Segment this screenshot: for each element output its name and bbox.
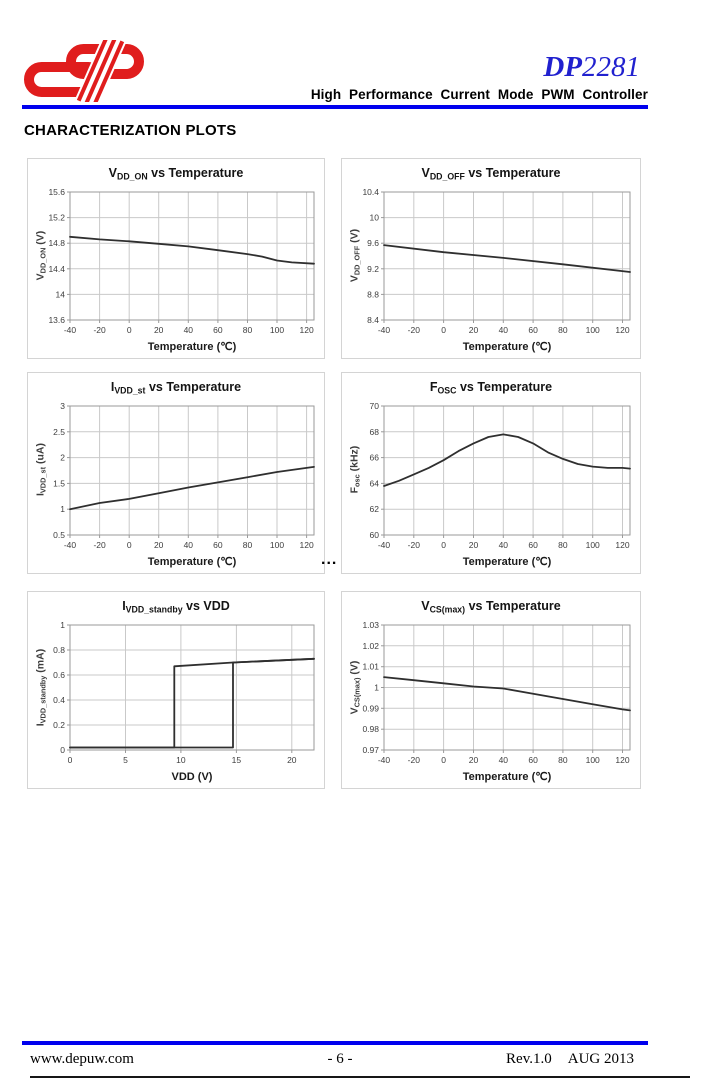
svg-text:2.5: 2.5 — [53, 426, 65, 437]
svg-text:14.4: 14.4 — [48, 263, 65, 274]
svg-text:0: 0 — [60, 745, 65, 755]
svg-text:100: 100 — [269, 325, 285, 335]
svg-text:120: 120 — [299, 540, 314, 550]
svg-text:0: 0 — [126, 540, 132, 550]
plot-area — [28, 185, 324, 358]
svg-text:1.5: 1.5 — [53, 478, 65, 489]
svg-text:0: 0 — [441, 755, 446, 765]
svg-text:5: 5 — [123, 755, 128, 765]
svg-text:40: 40 — [498, 540, 509, 550]
svg-text:70: 70 — [369, 401, 379, 411]
svg-text:68: 68 — [369, 426, 379, 437]
page-bottom-line — [30, 1076, 690, 1078]
y-axis-label: $I_{VDD\_st}$ (uA) — [34, 443, 48, 497]
svg-text:0.5: 0.5 — [53, 530, 65, 540]
plot-region — [342, 618, 640, 788]
svg-text:62: 62 — [369, 504, 379, 515]
svg-text:-20: -20 — [407, 325, 420, 335]
footer-website: www.depuw.com — [30, 1051, 134, 1067]
chart-title: $I_{VDD\_st}$ vs Temperature — [110, 380, 242, 396]
svg-text:-20: -20 — [407, 540, 420, 550]
svg-text:0: 0 — [441, 325, 446, 335]
svg-text:14.8: 14.8 — [48, 238, 65, 249]
plot-region — [28, 399, 324, 573]
x-axis-label: VDD (V) — [171, 771, 213, 783]
svg-text:10.4: 10.4 — [362, 187, 379, 197]
svg-text:20: 20 — [468, 325, 479, 335]
y-axis-label: $V_{CS(max)}$ (V) — [348, 660, 362, 715]
svg-text:-40: -40 — [377, 540, 391, 550]
doc-subtitle: High Performance Current Mode PWM Controller — [310, 87, 648, 102]
plot-region — [28, 618, 324, 788]
svg-text:8.4: 8.4 — [367, 315, 379, 325]
chart-panel-ivdd-st — [27, 372, 325, 574]
svg-text:1: 1 — [60, 504, 65, 515]
brand-num: 2281 — [582, 51, 640, 83]
chart-title: $F_{OSC}$ vs Temperature — [429, 380, 553, 396]
footer-rule — [22, 1041, 648, 1045]
brand-dp: DP — [543, 51, 582, 83]
plot-region — [342, 185, 640, 358]
dp-logo — [22, 40, 146, 102]
y-axis-label: $I_{VDD\_standby}$ (mA) — [34, 648, 48, 726]
y-axis-label: $F_{osc}$ (kHz) — [348, 446, 362, 494]
svg-text:2: 2 — [60, 452, 65, 463]
section-title: CHARACTERIZATION PLOTS — [24, 122, 237, 139]
svg-text:100: 100 — [585, 540, 600, 550]
svg-text:-40: -40 — [377, 755, 391, 765]
chart-svg — [28, 618, 324, 788]
svg-text:-40: -40 — [63, 325, 77, 335]
svg-text:1: 1 — [374, 682, 379, 693]
svg-text:40: 40 — [183, 325, 194, 335]
svg-text:100: 100 — [269, 540, 285, 550]
svg-text:15.2: 15.2 — [48, 212, 65, 223]
plot-region — [28, 185, 324, 358]
x-axis-label: Temperature (℃) — [147, 556, 237, 568]
svg-text:60: 60 — [213, 325, 223, 335]
svg-text:3: 3 — [60, 401, 65, 411]
svg-text:120: 120 — [615, 755, 630, 765]
chart-svg — [342, 399, 640, 573]
chart-title: $V_{DD\_ON}$ vs Temperature — [108, 166, 244, 182]
chart-title: $V_{DD\_OFF}$ vs Temperature — [421, 166, 561, 182]
x-axis-label: Temperature (℃) — [462, 341, 552, 353]
plot-area — [28, 618, 324, 788]
chart-panel-vcs-max — [341, 591, 641, 789]
y-axis-label: $V_{DD\_OFF}$ (V) — [348, 228, 362, 283]
chart-svg — [342, 618, 640, 788]
svg-text:80: 80 — [242, 325, 253, 335]
svg-text:120: 120 — [299, 325, 314, 335]
svg-text:14: 14 — [55, 289, 65, 300]
svg-text:60: 60 — [528, 755, 538, 765]
svg-text:120: 120 — [615, 540, 630, 550]
svg-text:80: 80 — [558, 325, 568, 335]
svg-text:-20: -20 — [93, 540, 106, 550]
chart-panel-vdd-off — [341, 158, 641, 359]
svg-text:40: 40 — [498, 755, 509, 765]
svg-text:0: 0 — [67, 755, 73, 765]
svg-text:8.8: 8.8 — [367, 289, 379, 300]
svg-text:9.6: 9.6 — [367, 238, 379, 249]
svg-text:0.98: 0.98 — [362, 724, 379, 735]
x-axis-label: Temperature (℃) — [462, 556, 552, 568]
svg-text:-40: -40 — [377, 325, 391, 335]
svg-text:15.6: 15.6 — [48, 187, 65, 197]
svg-text:64: 64 — [369, 478, 379, 489]
chart-svg — [342, 185, 640, 358]
svg-text:20: 20 — [468, 755, 479, 765]
y-axis-label: $V_{DD\_ON}$ (V) — [34, 230, 48, 281]
svg-text:20: 20 — [153, 540, 164, 550]
svg-text:20: 20 — [468, 540, 479, 550]
x-axis-label: Temperature (℃) — [147, 341, 237, 353]
svg-text:-20: -20 — [93, 325, 106, 335]
svg-text:80: 80 — [558, 540, 568, 550]
svg-text:-20: -20 — [407, 755, 420, 765]
chart-title: $V_{CS(max)}$ vs Temperature — [421, 599, 561, 615]
footer-revision: Rev.1.0 AUG 2013 — [506, 1051, 634, 1067]
header-rule — [22, 105, 648, 109]
svg-text:1.03: 1.03 — [362, 620, 379, 630]
svg-text:60: 60 — [528, 325, 538, 335]
svg-text:80: 80 — [558, 755, 568, 765]
continuation-ellipsis: ... — [321, 551, 338, 568]
svg-text:60: 60 — [528, 540, 538, 550]
svg-text:0.99: 0.99 — [362, 703, 379, 714]
svg-text:13.6: 13.6 — [48, 315, 65, 325]
chart-title: $I_{VDD\_standby}$ vs VDD — [122, 599, 230, 615]
plot-area — [342, 185, 640, 358]
svg-text:0.97: 0.97 — [362, 745, 379, 755]
svg-text:60: 60 — [213, 540, 223, 550]
plot-region — [342, 399, 640, 573]
chart-panel-vdd-on — [27, 158, 325, 359]
svg-text:120: 120 — [615, 325, 630, 335]
svg-text:0: 0 — [126, 325, 132, 335]
plot-area — [342, 399, 640, 573]
svg-text:20: 20 — [153, 325, 164, 335]
plot-area — [342, 618, 640, 788]
svg-text:15: 15 — [231, 755, 242, 765]
svg-text:20: 20 — [287, 755, 297, 765]
chart-svg — [28, 185, 324, 358]
part-number — [543, 52, 640, 82]
svg-text:0: 0 — [441, 540, 446, 550]
svg-text:0.4: 0.4 — [53, 695, 65, 705]
svg-text:9.2: 9.2 — [367, 263, 379, 274]
svg-text:66: 66 — [369, 452, 379, 463]
x-axis-label: Temperature (℃) — [462, 771, 552, 783]
svg-text:10: 10 — [176, 755, 186, 765]
svg-text:100: 100 — [585, 755, 600, 765]
svg-text:1.01: 1.01 — [362, 661, 379, 672]
svg-text:40: 40 — [498, 325, 509, 335]
chart-panel-ivdd-standby — [27, 591, 325, 789]
svg-text:40: 40 — [183, 540, 194, 550]
svg-text:-40: -40 — [63, 540, 77, 550]
svg-text:0.2: 0.2 — [53, 720, 65, 730]
plot-area — [28, 399, 324, 573]
svg-text:10: 10 — [369, 212, 379, 223]
svg-text:60: 60 — [369, 530, 379, 540]
svg-text:100: 100 — [585, 325, 600, 335]
svg-text:80: 80 — [242, 540, 253, 550]
chart-panel-fosc — [341, 372, 641, 574]
svg-text:0.6: 0.6 — [53, 670, 65, 680]
svg-text:0.8: 0.8 — [53, 645, 65, 655]
footer-page-number: - 6 - — [327, 1051, 353, 1067]
svg-text:1: 1 — [60, 620, 65, 630]
chart-svg — [28, 399, 324, 573]
svg-text:1.02: 1.02 — [362, 640, 379, 651]
